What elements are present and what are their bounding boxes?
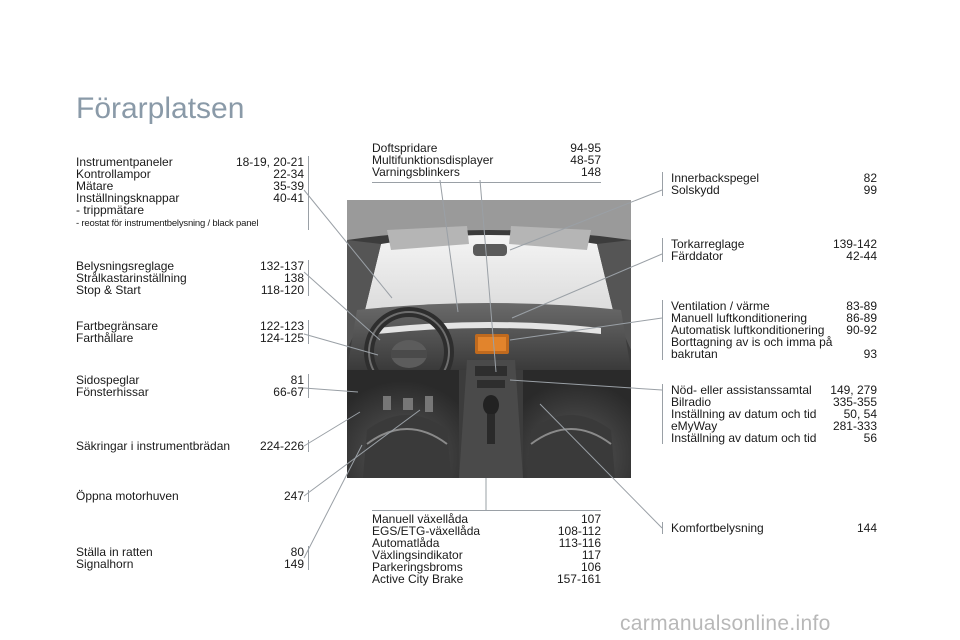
row-label: Fönsterhissar — [76, 385, 149, 399]
row-label: Solskydd — [671, 183, 720, 197]
index-row — [671, 184, 877, 196]
row-label: Automatisk luftkonditionering — [671, 323, 825, 337]
row-page: 90-92 — [846, 323, 877, 337]
row-label: Automatlåda — [372, 536, 440, 550]
group-bottom-center — [372, 510, 601, 585]
row-page: 82 — [863, 171, 877, 185]
row-page: 18-19, 20-21 — [235, 155, 304, 169]
row-page: 40-41 — [273, 191, 304, 205]
row-page: 80 — [290, 545, 304, 559]
row-label: Borttagning av is och imma på — [671, 335, 833, 349]
index-row — [671, 522, 877, 534]
index-row — [76, 490, 304, 502]
row-page: 108-112 — [557, 524, 601, 538]
row-page: 122-123 — [259, 319, 304, 333]
row-page: 56 — [863, 431, 877, 445]
row-label: Innerbackspegel — [671, 171, 760, 185]
row-page: 107 — [580, 512, 601, 526]
group-fuses — [76, 440, 309, 452]
row-page: 35-39 — [273, 179, 304, 193]
row-label: Farthållare — [76, 331, 134, 345]
row-page: 106 — [580, 560, 601, 574]
row-page: 48-57 — [570, 153, 601, 167]
row-label: Växlingsindikator — [372, 548, 463, 562]
row-label: Inställning av datum och tid — [671, 431, 817, 445]
row-page: 335-355 — [832, 395, 877, 409]
row-label: Doftspridare — [372, 141, 438, 155]
group-ventilation — [662, 300, 877, 360]
group-bonnet — [76, 490, 309, 502]
row-label: Bilradio — [671, 395, 712, 409]
index-row — [671, 348, 877, 360]
group-lighting — [76, 260, 309, 296]
row-page: 148 — [580, 165, 601, 179]
group-comfort — [662, 522, 877, 534]
watermark: carmanualsonline.info — [620, 612, 831, 635]
row-page: 124-125 — [259, 331, 304, 345]
row-page: 157-161 — [556, 572, 601, 586]
row-label: Ventilation / värme — [671, 299, 770, 313]
index-row — [76, 284, 304, 296]
index-row — [671, 250, 877, 262]
row-label: Signalhorn — [76, 557, 134, 571]
index-row — [76, 386, 304, 398]
index-row — [76, 440, 304, 452]
row-label: Manuell luftkonditionering — [671, 311, 808, 325]
index-row — [76, 332, 304, 344]
row-page: 86-89 — [846, 311, 877, 325]
row-page: 149, 279 — [830, 383, 877, 397]
row-label: Manuell växellåda — [372, 512, 469, 526]
page-title: Förarplatsen — [76, 92, 245, 125]
row-label: Parkeringsbroms — [372, 560, 463, 574]
group-emergency — [662, 384, 877, 444]
row-label: Stop & Start — [76, 283, 141, 297]
row-label: Öppna motorhuven — [76, 489, 179, 503]
index-row — [76, 558, 304, 570]
row-label: Inställning av datum och tid — [671, 407, 817, 421]
row-page: 144 — [856, 521, 877, 535]
row-page: 281-333 — [832, 419, 877, 433]
row-label: Strålkastarinställning — [76, 271, 187, 285]
row-label: Inställningsknappar — [76, 191, 180, 205]
row-label: - trippmätare — [76, 203, 145, 217]
row-page: 94-95 — [570, 141, 601, 155]
row-label: Sidospeglar — [76, 373, 140, 387]
row-page: 224-226 — [259, 439, 304, 453]
group-speed — [76, 320, 309, 344]
group-wipers — [662, 238, 877, 262]
row-label: EGS/ETG-växellåda — [372, 524, 481, 538]
row-label: Belysningsreglage — [76, 259, 175, 273]
index-row — [372, 573, 601, 585]
index-row — [671, 432, 877, 444]
row-page: 149 — [283, 557, 304, 571]
row-label: Nöd- eller assistanssamtal — [671, 383, 812, 397]
index-row — [372, 166, 601, 178]
row-label: - reostat för instrumentbelysning / black panel — [76, 218, 259, 229]
row-page: 99 — [863, 183, 877, 197]
row-page: 113-116 — [558, 536, 601, 550]
row-label: Mätare — [76, 179, 114, 193]
row-page: 81 — [290, 373, 304, 387]
row-page: 83-89 — [846, 299, 877, 313]
cockpit-illustration — [347, 200, 631, 478]
row-label: Färddator — [671, 249, 724, 263]
row-label: bakrutan — [671, 347, 718, 361]
group-steering — [76, 546, 309, 570]
index-row — [76, 204, 304, 216]
row-label: Komfortbelysning — [671, 521, 764, 535]
row-label: Kontrollampor — [76, 167, 151, 181]
group-mirror-inner — [662, 172, 877, 196]
row-page: 50, 54 — [843, 407, 877, 421]
group-instruments — [76, 156, 309, 230]
group-top-center — [372, 142, 601, 183]
index-row — [76, 218, 304, 230]
row-label: Fartbegränsare — [76, 319, 159, 333]
row-page: 117 — [581, 548, 601, 562]
group-mirrors — [76, 374, 309, 398]
row-page: 42-44 — [846, 249, 877, 263]
row-page: 138 — [283, 271, 304, 285]
row-label: Torkarreglage — [671, 237, 745, 251]
row-label: Varningsblinkers — [372, 165, 460, 179]
row-label: Säkringar i instrumentbrädan — [76, 439, 231, 453]
row-page: 139-142 — [832, 237, 877, 251]
row-page: 247 — [283, 489, 304, 503]
row-page: 132-137 — [259, 259, 304, 273]
row-label: Instrumentpaneler — [76, 155, 173, 169]
row-page: 118-120 — [260, 283, 304, 297]
row-label: Ställa in ratten — [76, 545, 153, 559]
row-label: Multifunktionsdisplayer — [372, 153, 494, 167]
row-label: Active City Brake — [372, 572, 464, 586]
row-page: 93 — [863, 347, 877, 361]
row-page: 66-67 — [273, 385, 304, 399]
cockpit-photo — [347, 200, 631, 478]
row-label: eMyWay — [671, 419, 718, 433]
row-page: 22-34 — [273, 167, 304, 181]
